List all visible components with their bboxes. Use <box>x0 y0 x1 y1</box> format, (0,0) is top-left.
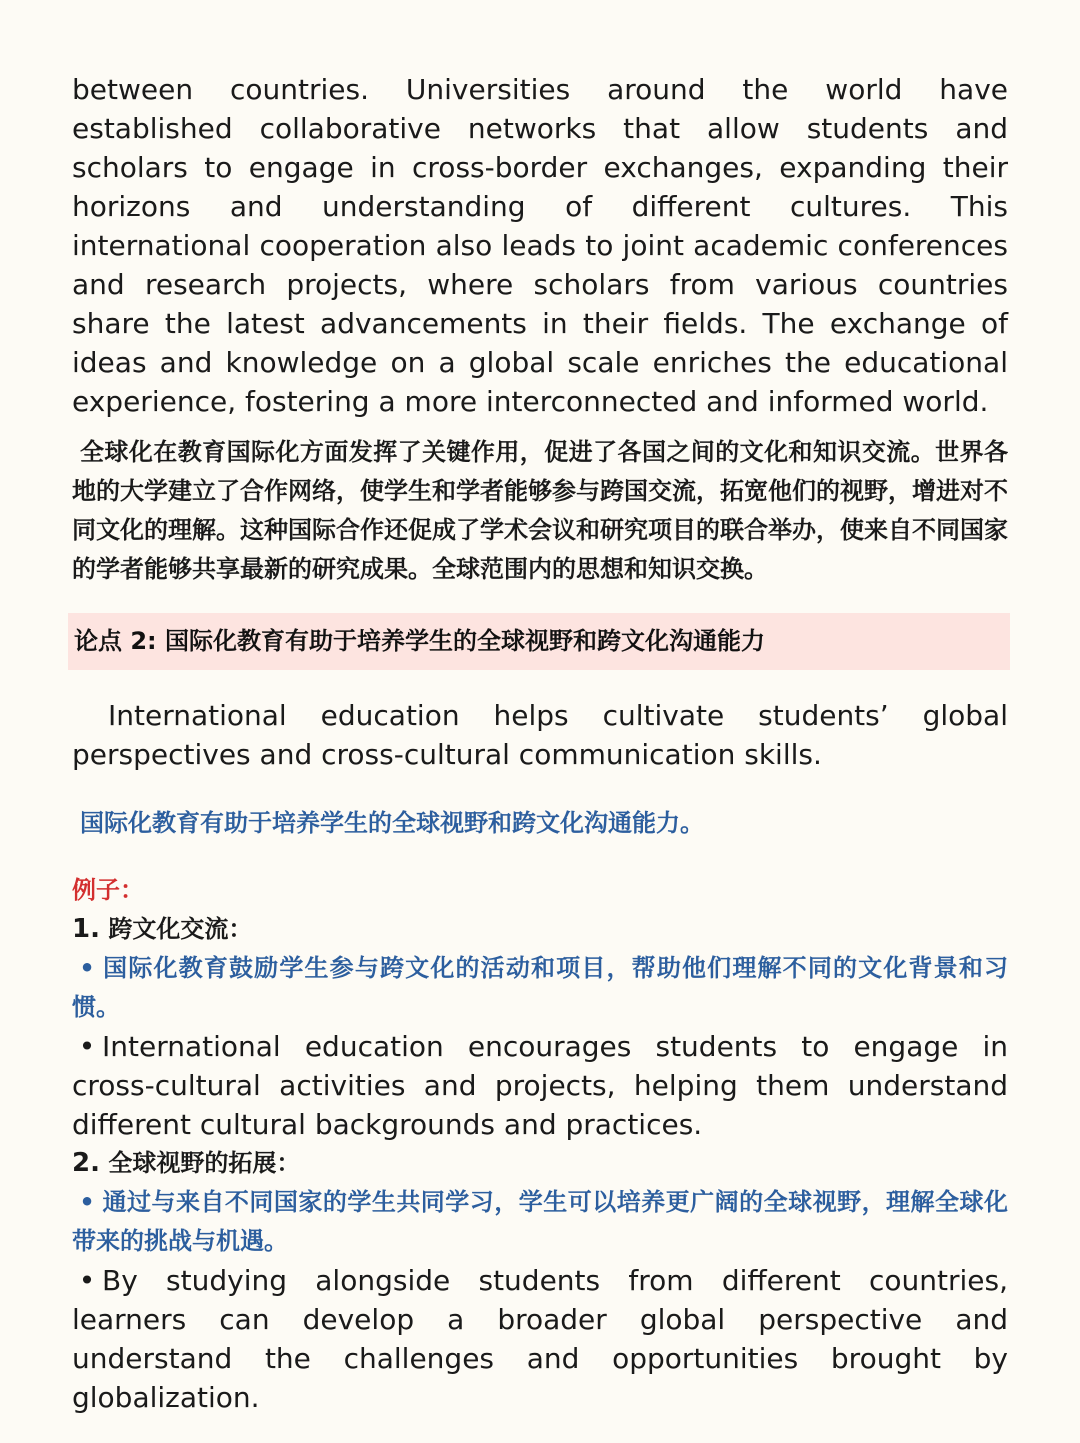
example-bullet-en <box>72 1027 1008 1144</box>
intro-paragraph-en: between countries. Universities around the world have established collaborative networks that allow students and scholars to engage in cross-border exchanges, expanding their horizons and understanding of different cultures. This international cooperation also leads to joint academic conferences and research projects, where scholars from various countries share the latest advancements in their fields. The exchange of ideas and knowledge on a global scale enriches the educational experience, fostering a more interconnected and informed world. <box>72 73 1008 418</box>
example-bullet-zh <box>72 1183 1008 1261</box>
bullet-icon: • <box>79 1188 95 1216</box>
example-item-title-text: 跨文化交流： <box>108 915 253 943</box>
example-bullet-zh-text: 通过与来自不同国家的学生共同学习，学生可以培养更广阔的全球视野，理解全球化带来的挑战与机遇。 <box>72 1188 1008 1255</box>
argument-statement-zh: 国际化教育有助于培养学生的全球视野和跨文化沟通能力。 <box>80 809 704 837</box>
intro-paragraph-zh: 全球化在教育国际化方面发挥了关键作用，促进了各国之间的文化和知识交流。世界各地的大学建立了合作网络，使学生和学者能够参与跨国交流，拓宽他们的视野，增进对不同文化的理解。这种国际合作还促成了学术会议和研究项目的联合举办，使来自不同国家的学者能够共享最新的研究成果。全球范围内的思想和知识交换。 <box>72 438 1008 583</box>
bullet-icon: • <box>79 954 95 982</box>
example-bullet-en-text: By studying alongside students from different countries, learners can develop a broader global perspective and understand the challenges and opportunities brought by globalization. <box>72 1264 1008 1414</box>
example-item-2 <box>72 1144 1008 1417</box>
examples-label: 例子： <box>72 876 144 904</box>
bullet-icon: • <box>78 1030 96 1063</box>
example-item-1 <box>72 910 1008 1144</box>
bullet-icon: • <box>78 1264 96 1297</box>
document-page <box>72 70 1008 1417</box>
argument-heading: 论点 2: 国际化教育有助于培养学生的全球视野和跨文化沟通能力 <box>68 613 1010 670</box>
example-item-title-text: 全球视野的拓展： <box>108 1149 301 1177</box>
example-bullet-zh <box>72 949 1008 1027</box>
example-bullet-zh-text: 国际化教育鼓励学生参与跨文化的活动和项目，帮助他们理解不同的文化背景和习惯。 <box>72 954 1008 1021</box>
example-item-title <box>72 1144 1008 1183</box>
example-item-number: 1. <box>72 914 100 944</box>
example-item-number: 2. <box>72 1148 100 1178</box>
example-bullet-en <box>72 1261 1008 1417</box>
example-bullet-en-text: International education encourages students to engage in cross-cultural activities and projects, helping them understand different cultural backgrounds and practices. <box>72 1030 1008 1141</box>
example-item-title <box>72 910 1008 949</box>
argument-statement-en: International education helps cultivate students’ global perspectives and cross-cultural communication skills. <box>72 699 1008 771</box>
